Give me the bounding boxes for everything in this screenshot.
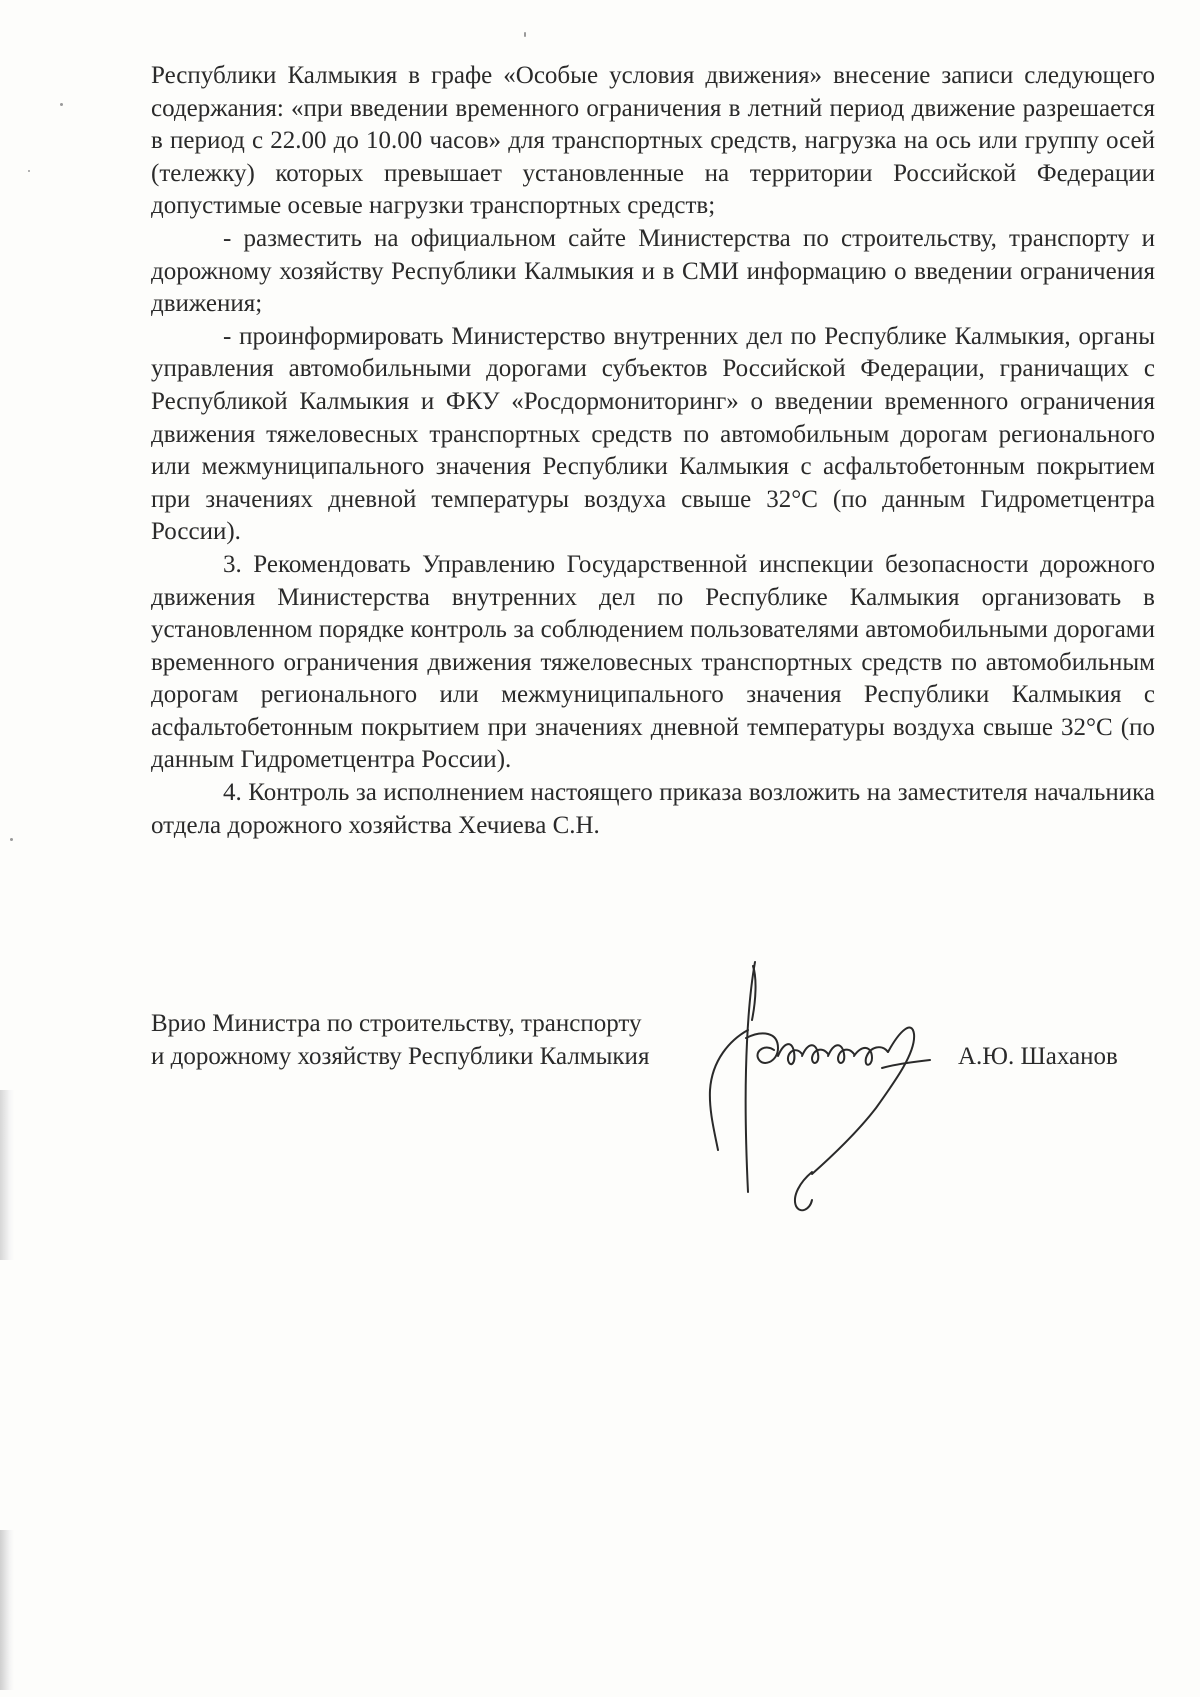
signatory-position-line-2: и дорожному хозяйству Республики Калмыкия [151, 1043, 650, 1070]
signer-name: А.Ю. Шаханов [958, 1043, 1118, 1070]
scan-edge-shadow [0, 1530, 14, 1690]
scan-edge-shadow [0, 1090, 14, 1260]
signatory-position [151, 1007, 649, 1073]
paragraph-item-4: 4. Контроль за исполнением настоящего приказа возложить на заместителя начальника отдела дорожного хозяйства Хечиева С.Н. [151, 779, 1155, 839]
scan-speck [60, 103, 63, 106]
signatory-position-line-1: Врио Министра по строительству, транспорту [151, 1010, 642, 1037]
scan-speck [524, 32, 526, 37]
scan-speck [28, 170, 30, 172]
scan-speck [10, 838, 13, 841]
document-body [151, 60, 1155, 842]
paragraph-continuation: Республики Калмыкия в графе «Особые условия движения» внесение записи следующего содержания: «при введении временного ограничения в летний период движение разрешается в период с 22.00 до 10.00 часов» для транспортных средств, нагрузка на ось или группу осей (тележку) которых превышает установленные на территории Российской Федерации допустимые осевые нагрузки транспортных средств; [151, 62, 1155, 220]
paragraph-publish-info: - разместить на официальном сайте Министерства по строительству, транспорту и дорожному хозяйству Республики Калмыкия и в СМИ информацию о введении ограничения движения; [151, 224, 1155, 318]
paragraph-inform-ministry: - проинформировать Министерство внутренних дел по Республике Калмыкия, органы управления автомобильными дорогами субъектов Российской Федерации, граничащих с Республикой Калмыкия и ФКУ «Росдормониторинг» о введении временного ограничения движения тяжеловесных транспортных средств по автомобильным дорогам регионального или межмуниципального значения Республики Калмыкия с асфальтобетонным покрытием при значениях дневной температуры воздуха свыше 32°С (по данным Гидрометцентра России). [151, 322, 1155, 546]
handwritten-signature [700, 960, 960, 1230]
paragraph-item-3: 3. Рекомендовать Управлению Государственной инспекции безопасности дорожного движения Министерства внутренних дел по Республике Калмыкия организовать в установленном порядке контроль за соблюдением пользователями автомобильными дорогами временного ограничения движения тяжеловесных транспортных средств по автомобильным дорогам регионального или межмуниципального значения Республики Калмыкия с асфальтобетонным покрытием при значениях дневной температуры воздуха свыше 32°С (по данным Гидрометцентра России). [151, 550, 1155, 774]
